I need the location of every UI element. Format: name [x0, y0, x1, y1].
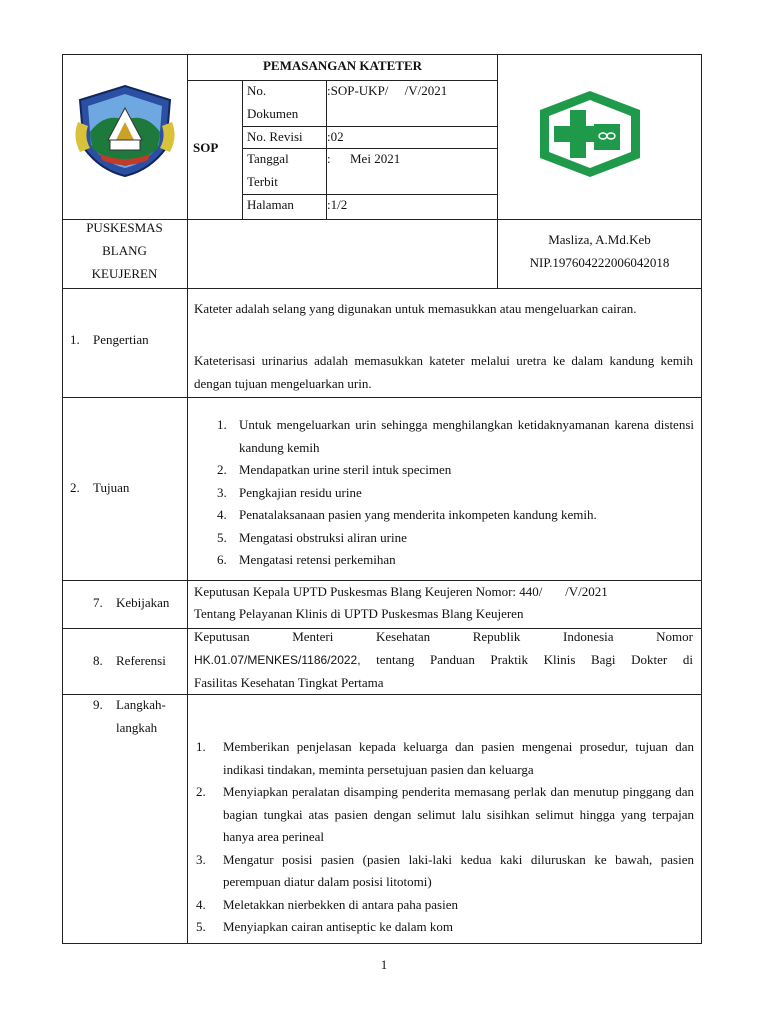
section-label-langkah: Langkah- [116, 697, 166, 712]
list-item: 5. Mengatasi obstruksi aliran urine [217, 529, 407, 545]
section-number: 7. [93, 595, 103, 610]
list-item: 2. Mendapatkan urine steril intuk specimen [217, 462, 452, 477]
doc-number-label: No. [247, 83, 267, 98]
divider [62, 288, 702, 289]
table-border-right [701, 54, 702, 944]
referensi-line-3: Fasilitas Kesehatan Tingkat Pertama [194, 675, 384, 690]
issue-date-colon: : [327, 151, 331, 166]
list-item: 4. Meletakkan nierbekken di antara paha pasien [196, 896, 458, 912]
section-number: 2. [70, 480, 80, 495]
referensi-line-2-text: tentang Panduan Praktik Klinis Bagi Dokter di [360, 652, 693, 667]
list-item: 4. Penatalaksanaan pasien yang menderita inkompeten kandung kemih. [217, 507, 597, 522]
sop-label: SOP [193, 140, 219, 155]
regulation-code: HK.01.07/MENKES/1186/2022, [194, 653, 361, 667]
doc-number-label-2: Dokumen [247, 106, 299, 121]
list-item: 1. Memberikan penjelasan kepada keluarga dan pasien mengenai prosedur, tujuan dan indikasi tindakan, meminta persetujuan pasien dan keluarga [196, 739, 694, 777]
page-label: Halaman [247, 197, 294, 212]
regency-emblem [70, 82, 180, 180]
table-border-left [62, 54, 63, 944]
divider [62, 397, 702, 398]
list-item: 5. Menyiapkan cairan antiseptic ke dalam kom [196, 919, 453, 934]
issue-date-label-2: Terbit [247, 174, 278, 189]
page-number: 1 [380, 957, 388, 972]
kebijakan-line-1: Keputusan Kepala UPTD Puskesmas Blang Keujeren Nomor: 440/ /V/2021 [194, 584, 608, 599]
section-label-langkah-2: langkah [116, 720, 158, 735]
list-item: 1. Untuk mengeluarkan urin sehingga menghilangkan ketidaknyamanan karena distensi kandung kemih [217, 417, 694, 455]
referensi-line-1: Keputusan Menteri Kesehatan Republik Indonesia Nomor [194, 629, 693, 644]
section-label-pengertian: Pengertian [93, 332, 149, 347]
page-value: :1/2 [327, 197, 348, 212]
list-item: 2. Menyiapkan peralatan disamping penderita memasang perlak dan menutup pinggang dan bagian tungkai atas pasien dengan selimut lalu sisihkan selimut hingga yang terpajan hanya area perineal [196, 784, 694, 844]
section-label-tujuan: Tujuan [93, 480, 130, 495]
divider [242, 80, 243, 220]
revision-value: :02 [327, 129, 344, 144]
section-number: 1. [70, 332, 80, 347]
referensi-line-2 [194, 648, 693, 672]
divider [187, 288, 188, 944]
pengertian-paragraph-1: Kateter adalah selang yang digunakan untuk memasukkan atau mengeluarkan cairan. [194, 301, 637, 316]
list-item: 6. Mengatasi retensi perkemihan [217, 552, 396, 567]
kebijakan-line-2: Tentang Pelayanan Klinis di UPTD Puskesmas Blang Keujeren [194, 606, 524, 621]
table-border-bottom [62, 943, 702, 944]
puskesmas-logo [536, 88, 644, 180]
langkah-list [196, 736, 694, 939]
section-number: 9. [93, 697, 103, 712]
list-item: 3. Pengkajian residu urine [217, 484, 362, 500]
revision-label: No. Revisi [247, 129, 303, 144]
section-label-kebijakan: Kebijakan [116, 595, 170, 610]
issue-date-value: Mei 2021 [350, 151, 401, 166]
pengertian-paragraph-2: Kateterisasi urinarius adalah memasukkan kateter melalui uretra ke dalam kandung kemih dengan tujuan mengeluarkan urin. [194, 353, 693, 391]
institution-line-1: PUSKESMAS [86, 220, 163, 235]
signer-name: Masliza, A.Md.Keb [548, 232, 651, 247]
section-number: 8. [93, 653, 103, 668]
institution-line-3: KEUJEREN [91, 266, 158, 281]
doc-number-value: :SOP-UKP/ /V/2021 [327, 83, 448, 98]
tujuan-list [217, 414, 694, 572]
divider [187, 54, 188, 289]
issue-date-label: Tanggal [247, 151, 289, 166]
section-label-referensi: Referensi [116, 653, 166, 668]
list-item: 3. Mengatur posisi pasien (pasien laki-laki kedua kaki diluruskan ke bawah, pasien perempuan diatur dalam posisi litotomi) [196, 851, 694, 889]
institution-line-2: BLANG [102, 243, 147, 258]
document-title: PEMASANGAN KATETER [262, 58, 423, 73]
signer-nip: NIP.197604222006042018 [529, 255, 670, 270]
